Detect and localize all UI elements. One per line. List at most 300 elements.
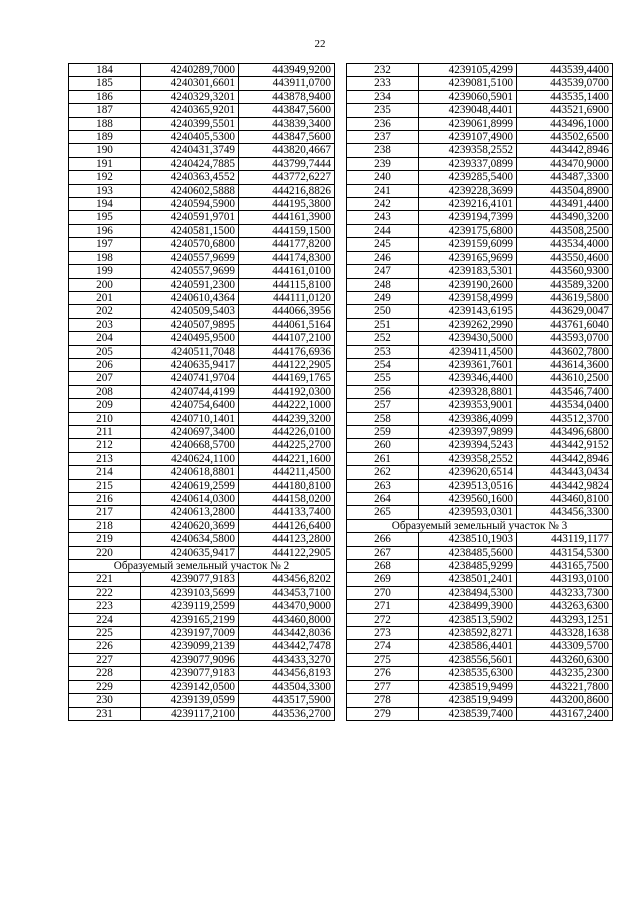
coordinate-x: 4238494,5300 bbox=[419, 586, 517, 599]
coordinate-y: 443456,8202 bbox=[239, 573, 335, 586]
coordinate-x: 4239183,5301 bbox=[419, 265, 517, 278]
coordinate-x: 4240511,7048 bbox=[141, 345, 239, 358]
table-row bbox=[347, 372, 613, 385]
coordinate-y: 443546,7400 bbox=[517, 385, 613, 398]
table-row bbox=[69, 332, 335, 345]
coordinate-x: 4240581,1500 bbox=[141, 224, 239, 237]
point-number: 246 bbox=[347, 251, 419, 264]
point-number: 210 bbox=[69, 412, 141, 425]
point-number: 189 bbox=[69, 131, 141, 144]
table-row bbox=[69, 573, 335, 586]
coordinate-x: 4240591,2300 bbox=[141, 278, 239, 291]
coordinate-y: 444239,3200 bbox=[239, 412, 335, 425]
table-row bbox=[347, 184, 613, 197]
table-row bbox=[347, 64, 613, 77]
coordinate-y: 444176,6936 bbox=[239, 345, 335, 358]
table-row bbox=[69, 157, 335, 170]
point-number: 185 bbox=[69, 77, 141, 90]
point-number: 240 bbox=[347, 171, 419, 184]
coordinate-y: 443442,9152 bbox=[517, 439, 613, 452]
coordinate-x: 4240363,4552 bbox=[141, 171, 239, 184]
table-row bbox=[347, 640, 613, 653]
coordinate-y: 444161,3900 bbox=[239, 211, 335, 224]
table-row bbox=[347, 345, 613, 358]
table-row bbox=[69, 77, 335, 90]
coordinate-x: 4240570,6800 bbox=[141, 238, 239, 251]
coordinate-y: 443610,2500 bbox=[517, 372, 613, 385]
point-number: 192 bbox=[69, 171, 141, 184]
coordinate-y: 443539,4400 bbox=[517, 64, 613, 77]
table-row bbox=[347, 198, 613, 211]
coordinate-x: 4240754,6400 bbox=[141, 399, 239, 412]
coordinate-y: 443496,6800 bbox=[517, 425, 613, 438]
table-row bbox=[347, 171, 613, 184]
coordinate-y: 443560,9300 bbox=[517, 265, 613, 278]
coordinate-x: 4239107,4900 bbox=[419, 131, 517, 144]
coordinate-y: 443200,8600 bbox=[517, 694, 613, 707]
table-row bbox=[347, 385, 613, 398]
section-title: Образуемый земельный участок № 3 bbox=[347, 519, 613, 532]
table-row bbox=[347, 305, 613, 318]
coordinate-y: 443535,1400 bbox=[517, 90, 613, 103]
coordinate-x: 4239194,7399 bbox=[419, 211, 517, 224]
coordinate-y: 443235,2300 bbox=[517, 667, 613, 680]
table-row bbox=[69, 372, 335, 385]
point-number: 205 bbox=[69, 345, 141, 358]
table-row bbox=[69, 251, 335, 264]
table-row bbox=[69, 131, 335, 144]
coordinate-y: 443221,7800 bbox=[517, 680, 613, 693]
table-row bbox=[69, 533, 335, 546]
coordinate-x: 4238586,4401 bbox=[419, 640, 517, 653]
coordinate-y: 443593,0700 bbox=[517, 332, 613, 345]
coordinate-y: 443154,5300 bbox=[517, 546, 613, 559]
coordinate-x: 4238556,5601 bbox=[419, 653, 517, 666]
table-row bbox=[347, 479, 613, 492]
coordinate-x: 4239099,2139 bbox=[141, 640, 239, 653]
point-number: 236 bbox=[347, 117, 419, 130]
coordinate-y: 444169,1765 bbox=[239, 372, 335, 385]
table-row bbox=[69, 238, 335, 251]
point-number: 253 bbox=[347, 345, 419, 358]
coordinate-x: 4239358,2552 bbox=[419, 452, 517, 465]
coordinate-y: 443521,6900 bbox=[517, 104, 613, 117]
point-number: 196 bbox=[69, 224, 141, 237]
table-row bbox=[69, 104, 335, 117]
coordinate-y: 444115,8100 bbox=[239, 278, 335, 291]
point-number: 216 bbox=[69, 493, 141, 506]
point-number: 269 bbox=[347, 573, 419, 586]
coordinate-x: 4239353,9001 bbox=[419, 399, 517, 412]
point-number: 265 bbox=[347, 506, 419, 519]
point-number: 206 bbox=[69, 358, 141, 371]
coordinate-x: 4240744,4199 bbox=[141, 385, 239, 398]
coordinate-y: 443761,6040 bbox=[517, 318, 613, 331]
point-number: 207 bbox=[69, 372, 141, 385]
point-number: 223 bbox=[69, 600, 141, 613]
point-number: 233 bbox=[347, 77, 419, 90]
table-row bbox=[69, 519, 335, 532]
table-row bbox=[69, 117, 335, 130]
coordinate-x: 4240613,2800 bbox=[141, 506, 239, 519]
coordinate-x: 4239197,7009 bbox=[141, 627, 239, 640]
coordinate-y: 444192,0300 bbox=[239, 385, 335, 398]
coordinate-y: 443490,3200 bbox=[517, 211, 613, 224]
coordinate-x: 4240405,5300 bbox=[141, 131, 239, 144]
point-number: 267 bbox=[347, 546, 419, 559]
coordinate-y: 444195,3800 bbox=[239, 198, 335, 211]
coordinate-x: 4240424,7885 bbox=[141, 157, 239, 170]
coordinate-x: 4240557,9699 bbox=[141, 265, 239, 278]
section-title: Образуемый земельный участок № 2 bbox=[69, 560, 335, 573]
point-number: 211 bbox=[69, 425, 141, 438]
point-number: 257 bbox=[347, 399, 419, 412]
coordinate-y: 443949,9200 bbox=[239, 64, 335, 77]
coordinate-y: 443878,9400 bbox=[239, 90, 335, 103]
point-number: 239 bbox=[347, 157, 419, 170]
table-row bbox=[69, 345, 335, 358]
table-row bbox=[347, 131, 613, 144]
coordinates-table-left-body bbox=[69, 64, 335, 721]
table-row bbox=[69, 466, 335, 479]
coordinate-y: 443263,6300 bbox=[517, 600, 613, 613]
coordinate-y: 443491,4400 bbox=[517, 198, 613, 211]
coordinate-x: 4240619,2599 bbox=[141, 479, 239, 492]
point-number: 214 bbox=[69, 466, 141, 479]
table-row bbox=[69, 211, 335, 224]
table-row bbox=[347, 77, 613, 90]
coordinate-x: 4239143,6195 bbox=[419, 305, 517, 318]
coordinate-y: 444216,8826 bbox=[239, 184, 335, 197]
coordinate-y: 443193,0100 bbox=[517, 573, 613, 586]
section-header-row bbox=[69, 560, 335, 573]
coordinate-x: 4239165,2199 bbox=[141, 613, 239, 626]
coordinate-y: 443453,7100 bbox=[239, 586, 335, 599]
point-number: 215 bbox=[69, 479, 141, 492]
point-number: 255 bbox=[347, 372, 419, 385]
point-number: 208 bbox=[69, 385, 141, 398]
coordinate-y: 443165,7500 bbox=[517, 560, 613, 573]
coordinate-y: 443619,5800 bbox=[517, 291, 613, 304]
coordinate-y: 444111,0120 bbox=[239, 291, 335, 304]
coordinate-x: 4240624,1100 bbox=[141, 452, 239, 465]
table-row bbox=[347, 157, 613, 170]
coordinate-x: 4239386,4099 bbox=[419, 412, 517, 425]
coordinate-x: 4240495,9500 bbox=[141, 332, 239, 345]
coordinate-x: 4240741,9704 bbox=[141, 372, 239, 385]
coordinate-x: 4239620,6514 bbox=[419, 466, 517, 479]
table-row bbox=[347, 425, 613, 438]
coordinate-x: 4239159,6099 bbox=[419, 238, 517, 251]
point-number: 258 bbox=[347, 412, 419, 425]
coordinate-x: 4239411,4500 bbox=[419, 345, 517, 358]
point-number: 251 bbox=[347, 318, 419, 331]
coordinate-y: 443487,3300 bbox=[517, 171, 613, 184]
coordinate-x: 4239081,5100 bbox=[419, 77, 517, 90]
point-number: 247 bbox=[347, 265, 419, 278]
table-row bbox=[347, 613, 613, 626]
point-number: 243 bbox=[347, 211, 419, 224]
point-number: 262 bbox=[347, 466, 419, 479]
table-row bbox=[69, 412, 335, 425]
table-row bbox=[69, 291, 335, 304]
table-row bbox=[347, 238, 613, 251]
coordinate-y: 443460,8100 bbox=[517, 493, 613, 506]
table-row bbox=[69, 278, 335, 291]
coordinate-x: 4240634,5800 bbox=[141, 533, 239, 546]
coordinate-x: 4239142,0500 bbox=[141, 680, 239, 693]
table-row bbox=[347, 466, 613, 479]
coordinate-x: 4239262,2990 bbox=[419, 318, 517, 331]
table-row bbox=[69, 707, 335, 720]
table-row bbox=[347, 573, 613, 586]
point-number: 272 bbox=[347, 613, 419, 626]
table-row bbox=[69, 171, 335, 184]
table-row bbox=[69, 667, 335, 680]
coordinate-y: 443443,0434 bbox=[517, 466, 613, 479]
coordinate-x: 4239077,9096 bbox=[141, 653, 239, 666]
table-row bbox=[347, 358, 613, 371]
coordinate-x: 4239337,0899 bbox=[419, 157, 517, 170]
coordinate-x: 4238513,5902 bbox=[419, 613, 517, 626]
point-number: 248 bbox=[347, 278, 419, 291]
coordinate-x: 4239077,9183 bbox=[141, 667, 239, 680]
point-number: 221 bbox=[69, 573, 141, 586]
coordinate-x: 4239060,5901 bbox=[419, 90, 517, 103]
table-row bbox=[347, 680, 613, 693]
table-row bbox=[69, 653, 335, 666]
point-number: 197 bbox=[69, 238, 141, 251]
point-number: 222 bbox=[69, 586, 141, 599]
coordinate-y: 443589,3200 bbox=[517, 278, 613, 291]
point-number: 261 bbox=[347, 452, 419, 465]
point-number: 260 bbox=[347, 439, 419, 452]
coordinate-x: 4239117,2100 bbox=[141, 707, 239, 720]
point-number: 242 bbox=[347, 198, 419, 211]
coordinate-x: 4239361,7601 bbox=[419, 358, 517, 371]
table-row bbox=[69, 680, 335, 693]
point-number: 224 bbox=[69, 613, 141, 626]
coordinate-x: 4239119,2599 bbox=[141, 600, 239, 613]
coordinate-x: 4238519,9499 bbox=[419, 694, 517, 707]
coordinate-y: 443442,7478 bbox=[239, 640, 335, 653]
point-number: 190 bbox=[69, 144, 141, 157]
point-number: 199 bbox=[69, 265, 141, 278]
table-row bbox=[69, 198, 335, 211]
point-number: 234 bbox=[347, 90, 419, 103]
point-number: 209 bbox=[69, 399, 141, 412]
coordinate-y: 443233,7300 bbox=[517, 586, 613, 599]
coordinate-x: 4239394,5243 bbox=[419, 439, 517, 452]
coordinate-x: 4239346,4400 bbox=[419, 372, 517, 385]
coordinate-x: 4238519,9499 bbox=[419, 680, 517, 693]
coordinate-x: 4240635,9417 bbox=[141, 358, 239, 371]
point-number: 250 bbox=[347, 305, 419, 318]
point-number: 231 bbox=[69, 707, 141, 720]
coordinate-y: 443460,8000 bbox=[239, 613, 335, 626]
coordinate-y: 443504,8900 bbox=[517, 184, 613, 197]
coordinate-y: 444123,2800 bbox=[239, 533, 335, 546]
coordinate-y: 443470,9000 bbox=[517, 157, 613, 170]
coordinate-x: 4238501,2401 bbox=[419, 573, 517, 586]
table-row bbox=[347, 667, 613, 680]
coordinate-y: 443614,3600 bbox=[517, 358, 613, 371]
coordinate-y: 443911,0700 bbox=[239, 77, 335, 90]
coordinate-x: 4239285,5400 bbox=[419, 171, 517, 184]
table-row bbox=[347, 560, 613, 573]
point-number: 204 bbox=[69, 332, 141, 345]
point-number: 225 bbox=[69, 627, 141, 640]
table-row bbox=[69, 613, 335, 626]
point-number: 200 bbox=[69, 278, 141, 291]
point-number: 238 bbox=[347, 144, 419, 157]
coordinate-y: 443456,3300 bbox=[517, 506, 613, 519]
coordinate-y: 444158,0200 bbox=[239, 493, 335, 506]
table-row bbox=[347, 546, 613, 559]
coordinate-x: 4239165,9699 bbox=[419, 251, 517, 264]
point-number: 194 bbox=[69, 198, 141, 211]
table-row bbox=[347, 653, 613, 666]
coordinate-y: 444226,0100 bbox=[239, 425, 335, 438]
table-row bbox=[347, 506, 613, 519]
point-number: 268 bbox=[347, 560, 419, 573]
coordinate-y: 444222,1000 bbox=[239, 399, 335, 412]
coordinate-y: 443772,6227 bbox=[239, 171, 335, 184]
point-number: 275 bbox=[347, 653, 419, 666]
point-number: 187 bbox=[69, 104, 141, 117]
point-number: 264 bbox=[347, 493, 419, 506]
point-number: 218 bbox=[69, 519, 141, 532]
coordinate-x: 4240697,3400 bbox=[141, 425, 239, 438]
point-number: 273 bbox=[347, 627, 419, 640]
coordinate-y: 444221,1600 bbox=[239, 452, 335, 465]
coordinates-table-right bbox=[346, 63, 613, 721]
table-row bbox=[69, 506, 335, 519]
coordinate-x: 4238499,3900 bbox=[419, 600, 517, 613]
table-row bbox=[347, 627, 613, 640]
coordinate-x: 4240289,7000 bbox=[141, 64, 239, 77]
coordinate-y: 444180,8100 bbox=[239, 479, 335, 492]
point-number: 195 bbox=[69, 211, 141, 224]
coordinate-y: 443502,6500 bbox=[517, 131, 613, 144]
coordinate-y: 443328,1638 bbox=[517, 627, 613, 640]
coordinate-y: 443536,2700 bbox=[239, 707, 335, 720]
coordinate-y: 444161,0100 bbox=[239, 265, 335, 278]
point-number: 276 bbox=[347, 667, 419, 680]
coordinate-y: 443534,0400 bbox=[517, 399, 613, 412]
point-number: 245 bbox=[347, 238, 419, 251]
point-number: 254 bbox=[347, 358, 419, 371]
point-number: 249 bbox=[347, 291, 419, 304]
coordinate-y: 443442,9824 bbox=[517, 479, 613, 492]
point-number: 212 bbox=[69, 439, 141, 452]
coordinate-y: 443799,7444 bbox=[239, 157, 335, 170]
coordinate-y: 443309,5700 bbox=[517, 640, 613, 653]
coordinate-y: 443517,5900 bbox=[239, 694, 335, 707]
point-number: 226 bbox=[69, 640, 141, 653]
table-row bbox=[347, 117, 613, 130]
coordinate-y: 443442,8946 bbox=[517, 144, 613, 157]
coordinate-y: 443260,6300 bbox=[517, 653, 613, 666]
coordinate-y: 443839,3400 bbox=[239, 117, 335, 130]
coordinate-y: 443456,8193 bbox=[239, 667, 335, 680]
coordinate-y: 443550,4600 bbox=[517, 251, 613, 264]
coordinates-table-left bbox=[68, 63, 335, 721]
point-number: 230 bbox=[69, 694, 141, 707]
coordinate-x: 4240668,5700 bbox=[141, 439, 239, 452]
point-number: 198 bbox=[69, 251, 141, 264]
coordinate-y: 444126,6400 bbox=[239, 519, 335, 532]
coordinate-x: 4240591,9701 bbox=[141, 211, 239, 224]
coordinate-x: 4239077,9183 bbox=[141, 573, 239, 586]
coordinate-x: 4239560,1600 bbox=[419, 493, 517, 506]
coordinate-y: 443820,4667 bbox=[239, 144, 335, 157]
table-row bbox=[69, 305, 335, 318]
table-row bbox=[69, 425, 335, 438]
table-row bbox=[347, 90, 613, 103]
point-number: 213 bbox=[69, 452, 141, 465]
table-row bbox=[69, 439, 335, 452]
coordinate-y: 444225,2700 bbox=[239, 439, 335, 452]
point-number: 227 bbox=[69, 653, 141, 666]
coordinate-x: 4240620,3699 bbox=[141, 519, 239, 532]
point-number: 270 bbox=[347, 586, 419, 599]
coordinate-x: 4239216,4101 bbox=[419, 198, 517, 211]
table-row bbox=[347, 600, 613, 613]
table-row bbox=[347, 452, 613, 465]
coordinate-y: 443602,7800 bbox=[517, 345, 613, 358]
table-row bbox=[347, 211, 613, 224]
coordinate-y: 444177,8200 bbox=[239, 238, 335, 251]
point-number: 263 bbox=[347, 479, 419, 492]
table-row bbox=[69, 479, 335, 492]
table-row bbox=[347, 224, 613, 237]
table-row bbox=[347, 318, 613, 331]
table-row bbox=[69, 600, 335, 613]
table-row bbox=[69, 224, 335, 237]
point-number: 235 bbox=[347, 104, 419, 117]
coordinate-x: 4240602,5888 bbox=[141, 184, 239, 197]
coordinate-y: 443504,3300 bbox=[239, 680, 335, 693]
table-row bbox=[347, 493, 613, 506]
point-number: 188 bbox=[69, 117, 141, 130]
point-number: 278 bbox=[347, 694, 419, 707]
point-number: 219 bbox=[69, 533, 141, 546]
table-row bbox=[69, 144, 335, 157]
page-number: 22 bbox=[314, 38, 326, 50]
coordinate-y: 444107,2100 bbox=[239, 332, 335, 345]
coordinate-x: 4239048,4401 bbox=[419, 104, 517, 117]
coordinate-y: 443539,0700 bbox=[517, 77, 613, 90]
coordinate-x: 4238485,9299 bbox=[419, 560, 517, 573]
point-number: 237 bbox=[347, 131, 419, 144]
coordinate-x: 4238535,6300 bbox=[419, 667, 517, 680]
table-row bbox=[347, 251, 613, 264]
coordinate-x: 4239228,3699 bbox=[419, 184, 517, 197]
coordinate-x: 4240614,0300 bbox=[141, 493, 239, 506]
point-number: 274 bbox=[347, 640, 419, 653]
coordinate-x: 4239513,0516 bbox=[419, 479, 517, 492]
point-number: 191 bbox=[69, 157, 141, 170]
coordinate-x: 4239158,4999 bbox=[419, 291, 517, 304]
table-row bbox=[69, 184, 335, 197]
coordinate-y: 444061,5164 bbox=[239, 318, 335, 331]
table-row bbox=[347, 439, 613, 452]
coordinate-x: 4240507,9895 bbox=[141, 318, 239, 331]
table-row bbox=[347, 144, 613, 157]
coordinate-x: 4240301,6601 bbox=[141, 77, 239, 90]
point-number: 220 bbox=[69, 546, 141, 559]
